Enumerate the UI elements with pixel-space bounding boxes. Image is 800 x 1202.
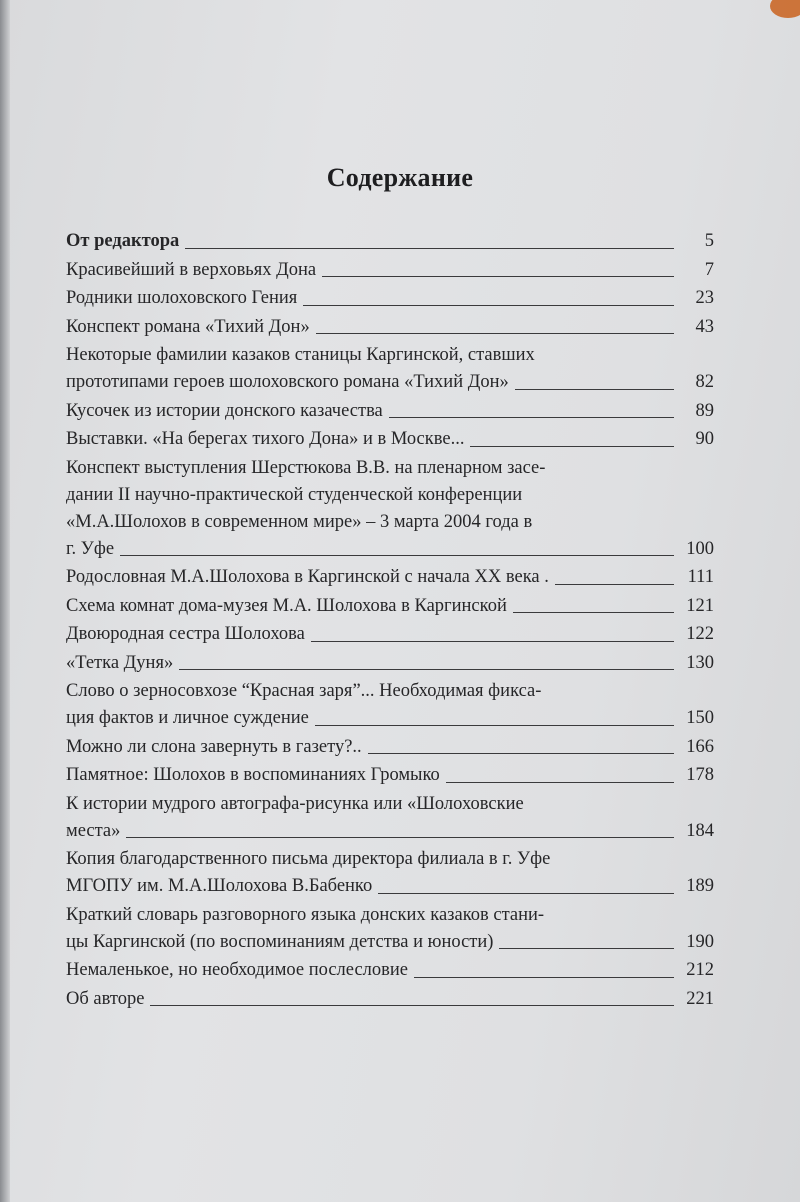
toc-entry bbox=[66, 593, 714, 620]
toc-entry-title-line: «М.А.Шолохов в современном мире» – 3 марта 2004 года в bbox=[66, 511, 533, 532]
toc-entry bbox=[66, 228, 714, 255]
toc-entry bbox=[66, 285, 714, 312]
toc-entry bbox=[66, 846, 714, 900]
leader-line bbox=[513, 611, 674, 613]
toc-page-number: 166 bbox=[686, 736, 714, 757]
toc-entry-title-line: Немаленькое, но необходимое послесловие bbox=[66, 960, 408, 980]
toc-entry-title-line: Можно ли слона завернуть в газету?.. bbox=[66, 736, 362, 757]
toc-entry bbox=[66, 257, 714, 284]
toc-page-number: 7 bbox=[704, 259, 714, 280]
toc-entry bbox=[66, 650, 714, 677]
toc-entry bbox=[66, 734, 714, 761]
toc-entry-title-line: прототипами героев шолоховского романа «Тихий Дон» bbox=[66, 372, 509, 392]
toc-page-number: 150 bbox=[686, 708, 714, 728]
toc-page-number: 89 bbox=[695, 400, 714, 421]
toc-entry-title-line: Двоюродная сестра Шолохова bbox=[66, 624, 305, 644]
toc-page-number: 100 bbox=[686, 538, 714, 559]
toc-entry-title-line: Краткий словарь разговорного языка донских казаков стани- bbox=[66, 904, 545, 925]
toc-page-number: 43 bbox=[695, 316, 714, 337]
toc-entry-title-line: дании II научно-практической студенческой конференции bbox=[66, 484, 523, 505]
toc-entry-title-line: Об авторе bbox=[66, 988, 145, 1009]
toc-entry bbox=[66, 342, 714, 396]
toc-entry-title-line: ция фактов и личное суждение bbox=[66, 708, 309, 728]
toc-entry-title-line: Схема комнат дома-музея М.А. Шолохова в Каргинской bbox=[66, 595, 507, 616]
corner-object bbox=[770, 0, 800, 18]
toc-entry bbox=[66, 564, 714, 591]
toc-entry bbox=[66, 986, 714, 1013]
toc-entry bbox=[66, 455, 714, 563]
leader-line bbox=[316, 332, 674, 334]
toc-entry bbox=[66, 426, 714, 453]
toc-page-number: 122 bbox=[686, 624, 714, 644]
toc-entry-title-line: Родники шолоховского Гения bbox=[66, 288, 298, 308]
toc-page-number: 130 bbox=[686, 652, 714, 673]
toc-entry bbox=[66, 791, 714, 845]
toc-page-number: 221 bbox=[686, 988, 714, 1009]
toc-entry-title-line: Родословная М.А.Шолохова в Каргинской с начала XX века . bbox=[66, 567, 549, 587]
toc-entry-title-line: От редактора bbox=[66, 231, 180, 251]
toc-page-number: 190 bbox=[686, 931, 714, 952]
toc-page-number: 23 bbox=[695, 288, 714, 308]
leader-line bbox=[126, 836, 674, 838]
toc-entry-title-line: Конспект романа «Тихий Дон» bbox=[66, 316, 310, 337]
table-of-contents bbox=[66, 228, 714, 1014]
toc-entry bbox=[66, 398, 714, 425]
toc-entry-title-line: цы Каргинской (по воспоминаниям детства и юности) bbox=[66, 931, 494, 952]
toc-entry bbox=[66, 621, 714, 648]
leader-line bbox=[414, 976, 674, 978]
leader-line bbox=[555, 583, 674, 585]
toc-page-number: 121 bbox=[686, 595, 714, 616]
toc-entry-title-line: Копия благодарственного письма директора филиала в г. Уфе bbox=[66, 849, 551, 869]
leader-line bbox=[185, 247, 674, 249]
toc-page-number: 82 bbox=[695, 372, 714, 392]
toc-entry-title-line: Слово о зерносовхозе “Красная заря”... Необходимая фикса- bbox=[66, 681, 542, 701]
leader-line bbox=[389, 416, 674, 418]
toc-entry-title-line: Красивейший в верховьях Дона bbox=[66, 259, 317, 280]
leader-line bbox=[499, 947, 674, 949]
leader-line bbox=[311, 640, 674, 642]
toc-page-number: 178 bbox=[686, 765, 714, 785]
leader-line bbox=[315, 724, 674, 726]
toc-entry bbox=[66, 762, 714, 789]
toc-page-number: 212 bbox=[686, 960, 714, 980]
leader-line bbox=[179, 668, 674, 670]
toc-page-number: 5 bbox=[704, 231, 714, 251]
toc-page-number: 184 bbox=[686, 820, 714, 841]
page-title: Содержание bbox=[326, 163, 474, 192]
toc-entry-title-line: МГОПУ им. М.А.Шолохова В.Бабенко bbox=[66, 876, 373, 896]
leader-line bbox=[470, 445, 674, 447]
toc-entry-title-line: Памятное: Шолохов в воспоминаниях Громыко bbox=[66, 765, 440, 785]
toc-entry bbox=[66, 678, 714, 732]
toc-entry bbox=[66, 902, 714, 956]
leader-line bbox=[368, 752, 674, 754]
toc-entry-title-line: К истории мудрого автографа-рисунка или «Шолоховские bbox=[66, 793, 524, 814]
leader-line bbox=[120, 554, 674, 556]
toc-entry-title-line: Выставки. «На берегах тихого Дона» и в Москве... bbox=[66, 429, 465, 449]
toc-entry-title-line: места» bbox=[66, 820, 121, 841]
leader-line bbox=[446, 781, 674, 783]
toc-entry-title-line: Конспект выступления Шерстюкова В.В. на пленарном засе- bbox=[66, 457, 546, 478]
leader-line bbox=[322, 275, 674, 277]
toc-entry bbox=[66, 957, 714, 984]
leader-line bbox=[150, 1004, 674, 1006]
leader-line bbox=[303, 304, 674, 306]
leader-line bbox=[515, 388, 674, 390]
toc-entry-title-line: г. Уфе bbox=[66, 538, 115, 559]
toc-page-number: 189 bbox=[686, 876, 714, 896]
leader-line bbox=[378, 892, 674, 894]
toc-entry-title-line: Некоторые фамилии казаков станицы Каргинской, ставших bbox=[66, 345, 535, 365]
toc-entry-title-line: «Тетка Дуня» bbox=[66, 652, 174, 673]
toc-page-number: 111 bbox=[687, 567, 714, 587]
toc-entry bbox=[66, 314, 714, 341]
toc-entry-title-line: Кусочек из истории донского казачества bbox=[66, 400, 383, 421]
toc-page-number: 90 bbox=[695, 429, 714, 449]
